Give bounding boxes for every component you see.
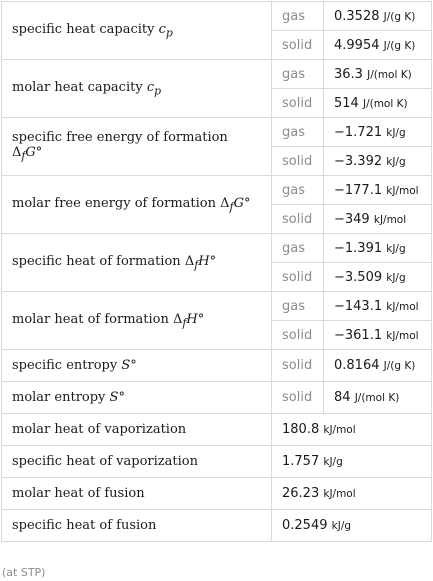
phase-label: solid	[272, 382, 324, 414]
phase-label: solid	[272, 89, 324, 118]
property-value: 26.23 kJ/mol	[272, 478, 432, 510]
phase-label: gas	[272, 176, 324, 205]
property-name: specific heat of formation $\Delta_fH^\circ$	[2, 234, 272, 292]
property-name: molar entropy S°	[2, 382, 272, 414]
phase-label: gas	[272, 60, 324, 89]
table-row	[2, 414, 432, 446]
property-value: 0.2549 kJ/g	[272, 510, 432, 542]
table-row	[2, 234, 432, 263]
property-value: 514 J/(mol K)	[324, 89, 432, 118]
property-name: molar heat of formation $\Delta_fH^\circ$	[2, 292, 272, 350]
property-name: molar free energy of formation $\Delta_fG^\circ$	[2, 176, 272, 234]
phase-label: solid	[272, 321, 324, 350]
property-value: 84 J/(mol K)	[324, 382, 432, 414]
phase-label: gas	[272, 2, 324, 31]
property-value: −361.1 kJ/mol	[324, 321, 432, 350]
property-value: −3.509 kJ/g	[324, 263, 432, 292]
table-row	[2, 350, 432, 382]
table-row	[2, 478, 432, 510]
phase-label: solid	[272, 350, 324, 382]
table-row	[2, 510, 432, 542]
phase-label: solid	[272, 31, 324, 60]
phase-label: solid	[272, 205, 324, 234]
property-value: −349 kJ/mol	[324, 205, 432, 234]
property-value: 180.8 kJ/mol	[272, 414, 432, 446]
property-value: −143.1 kJ/mol	[324, 292, 432, 321]
property-name: specific heat of vaporization	[2, 446, 272, 478]
property-value: −3.392 kJ/g	[324, 147, 432, 176]
property-value: 0.8164 J/(g K)	[324, 350, 432, 382]
table-row	[2, 2, 432, 31]
property-value: 36.3 J/(mol K)	[324, 60, 432, 89]
property-value: −1.721 kJ/g	[324, 118, 432, 147]
property-value: 1.757 kJ/g	[272, 446, 432, 478]
phase-label: gas	[272, 292, 324, 321]
phase-label: solid	[272, 147, 324, 176]
footnote: (at STP)	[2, 566, 46, 579]
property-name: molar heat capacity $c_p$	[2, 60, 272, 118]
property-value: −177.1 kJ/mol	[324, 176, 432, 205]
property-value: 4.9954 J/(g K)	[324, 31, 432, 60]
property-value: 0.3528 J/(g K)	[324, 2, 432, 31]
property-name: specific entropy S°	[2, 350, 272, 382]
property-name: specific heat of fusion	[2, 510, 272, 542]
phase-label: solid	[272, 263, 324, 292]
phase-label: gas	[272, 234, 324, 263]
property-name: molar heat of vaporization	[2, 414, 272, 446]
property-name: specific heat capacity $c_p$	[2, 2, 272, 60]
property-name: specific free energy of formation $\Delta_fG^\circ$	[2, 118, 272, 176]
table-row	[2, 292, 432, 321]
thermo-properties-table	[1, 1, 432, 542]
phase-label: gas	[272, 118, 324, 147]
table-row	[2, 382, 432, 414]
table-row	[2, 176, 432, 205]
table-row	[2, 118, 432, 147]
table-row	[2, 446, 432, 478]
property-name: molar heat of fusion	[2, 478, 272, 510]
property-value: −1.391 kJ/g	[324, 234, 432, 263]
table-row	[2, 60, 432, 89]
